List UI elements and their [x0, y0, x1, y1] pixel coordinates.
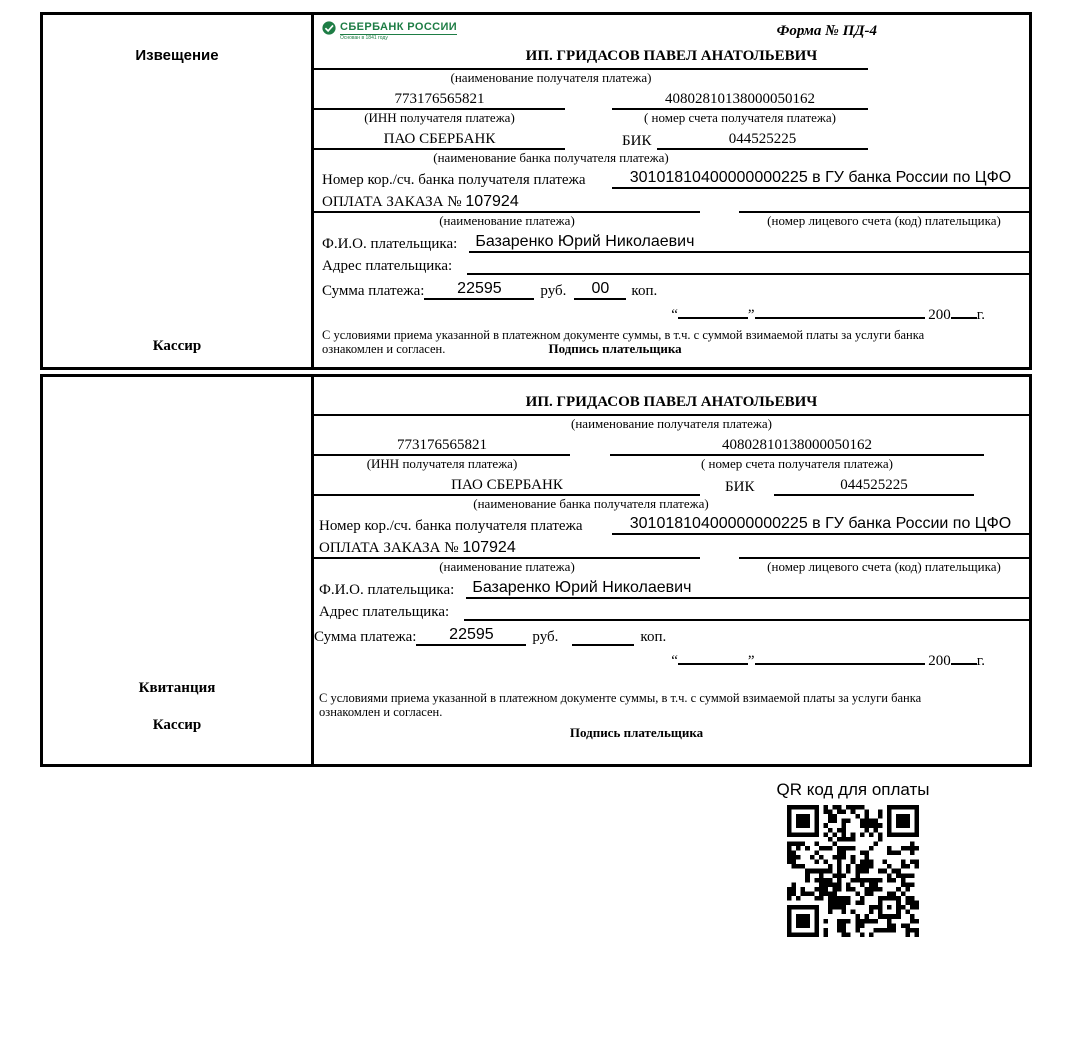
inn-field: 773176565821 — [314, 437, 570, 456]
account-caption: ( номер счета получателя платежа) — [700, 456, 894, 471]
date-year-field — [951, 317, 977, 319]
qr-block — [740, 780, 966, 937]
payer-code-field — [739, 542, 1029, 559]
bik-label: БИК — [622, 133, 652, 149]
date-month-field — [755, 663, 925, 665]
recipient-caption: (наименование получателя платежа) — [450, 70, 652, 85]
kop-label: коп. — [631, 283, 658, 299]
rub-label: руб. — [540, 283, 567, 299]
recipient-name: ИП. ГРИДАСОВ ПАВЕЛ АНАТОЛЬЕВИЧ — [525, 48, 818, 64]
agreement-text — [314, 691, 1029, 719]
date-row — [314, 652, 1029, 671]
payer-name-label: Ф.И.О. плательщика: — [322, 236, 458, 252]
receipt-left-cell — [43, 377, 314, 764]
amount-kop-field — [572, 629, 634, 646]
payer-address-label: Адрес плательщика: — [322, 258, 453, 274]
notice-section — [40, 12, 1032, 370]
amount-kop-field: 00 — [574, 280, 626, 300]
year-prefix: 200 — [928, 653, 951, 669]
inn-caption: (ИНН получателя платежа) — [364, 110, 515, 125]
bik-field: 044525225 — [657, 131, 868, 150]
quote-open: “ — [671, 653, 678, 669]
signature-label: Подпись плательщика — [569, 725, 704, 740]
bank-logo-subtext: Основан в 1841 году — [340, 35, 388, 41]
purpose-label: ОПЛАТА ЗАКАЗА № — [322, 194, 462, 210]
purpose-caption: (наименование платежа) — [439, 559, 575, 574]
kop-label: коп. — [640, 629, 667, 645]
qr-title: QR код для оплаты — [776, 780, 930, 799]
form-number: Форма № ПД-4 — [776, 23, 877, 39]
signature-label: Подпись плательщика — [548, 341, 682, 356]
bank-logo-text: СБЕРБАНК РОССИИ — [340, 21, 458, 33]
purpose-field — [314, 539, 700, 559]
payer-code-caption: (номер лицевого счета (код) плательщика) — [767, 559, 1001, 574]
bik-label: БИК — [725, 479, 755, 495]
agreement-line2: ознакомлен и согласен. — [319, 705, 443, 719]
year-suffix: г. — [976, 653, 985, 669]
recipient-name: ИП. ГРИДАСОВ ПАВЕЛ АНАТОЛЬЕВИЧ — [525, 394, 818, 410]
cashier-label: Кассир — [152, 717, 202, 733]
bank-caption: (наименование банка получателя платежа) — [473, 496, 709, 511]
payer-address-label: Адрес плательщика: — [319, 604, 450, 620]
bank-name-field: ПАО СБЕРБАНК — [314, 131, 565, 150]
payer-code-caption: (номер лицевого счета (код) плательщика) — [767, 213, 1001, 228]
year-prefix: 200 — [928, 307, 951, 323]
cashier-label: Кассир — [152, 338, 202, 354]
quote-open: “ — [671, 307, 678, 323]
corr-label: Номер кор./сч. банка получателя платежа — [322, 172, 586, 188]
account-caption: ( номер счета получателя платежа) — [643, 110, 837, 125]
corr-field: 30101810400000000225 в ГУ банка России по ЦФО — [612, 515, 1029, 535]
bank-name-field: ПАО СБЕРБАНК — [314, 477, 700, 496]
bik-field: 044525225 — [774, 477, 974, 496]
notice-label: Извещение — [135, 47, 219, 64]
agreement-text — [314, 328, 1029, 356]
pd4-form — [40, 12, 1032, 767]
agreement-line1: С условиями приема указанной в платежном документе суммы, в т.ч. с суммой взимаемой платы за услуги банка — [322, 328, 925, 342]
qr-code — [787, 805, 919, 937]
recipient-caption: (наименование получателя платежа) — [571, 416, 772, 431]
quote-close: ” — [747, 653, 755, 669]
date-month-field — [755, 317, 925, 319]
receipt-section — [40, 374, 1032, 767]
account-field: 40802810138000050162 — [612, 91, 868, 110]
date-row — [314, 306, 1029, 325]
payer-address-field — [464, 604, 1029, 621]
sberbank-logo-icon — [322, 21, 336, 35]
notice-right-cell — [314, 15, 1029, 367]
amount-label: Сумма платежа: — [322, 283, 425, 299]
amount-label: Сумма платежа: — [314, 629, 417, 645]
inn-field: 773176565821 — [314, 91, 565, 110]
receipt-label: Квитанция — [138, 680, 216, 696]
bank-caption: (наименование банка получателя платежа) — [433, 150, 669, 165]
year-suffix: г. — [976, 307, 985, 323]
purpose-caption: (наименование платежа) — [439, 213, 575, 228]
corr-field: 30101810400000000225 в ГУ банка России по ЦФО — [612, 169, 1029, 189]
payer-name-label: Ф.И.О. плательщика: — [319, 582, 455, 598]
sberbank-logo — [322, 21, 457, 41]
header-row — [314, 15, 1029, 47]
purpose-value: 107924 — [462, 539, 516, 556]
logo-text-wrap — [340, 21, 457, 41]
receipt-right-cell — [314, 377, 1029, 764]
account-field: 40802810138000050162 — [610, 437, 984, 456]
amount-rub-field: 22595 — [424, 280, 534, 300]
purpose-value: 107924 — [465, 193, 519, 210]
date-year-field — [951, 663, 977, 665]
agreement-line1: С условиями приема указанной в платежном документе суммы, в т.ч. с суммой взимаемой платы за услуги банка — [319, 691, 922, 705]
notice-left-cell — [43, 15, 314, 367]
payer-name-field: Базаренко Юрий Николаевич — [469, 233, 1029, 253]
date-day-field — [678, 663, 748, 665]
purpose-field — [314, 193, 700, 213]
payer-code-field — [739, 196, 1029, 213]
corr-label: Номер кор./сч. банка получателя платежа — [319, 518, 583, 534]
amount-rub-field: 22595 — [416, 626, 526, 646]
purpose-label: ОПЛАТА ЗАКАЗА № — [319, 540, 459, 556]
payer-name-field: Базаренко Юрий Николаевич — [466, 579, 1029, 599]
inn-caption: (ИНН получателя платежа) — [366, 456, 518, 471]
rub-label: руб. — [532, 629, 559, 645]
agreement-line2: ознакомлен и согласен. — [322, 342, 446, 356]
date-day-field — [678, 317, 748, 319]
quote-close: ” — [747, 307, 755, 323]
payer-address-field — [467, 258, 1029, 275]
